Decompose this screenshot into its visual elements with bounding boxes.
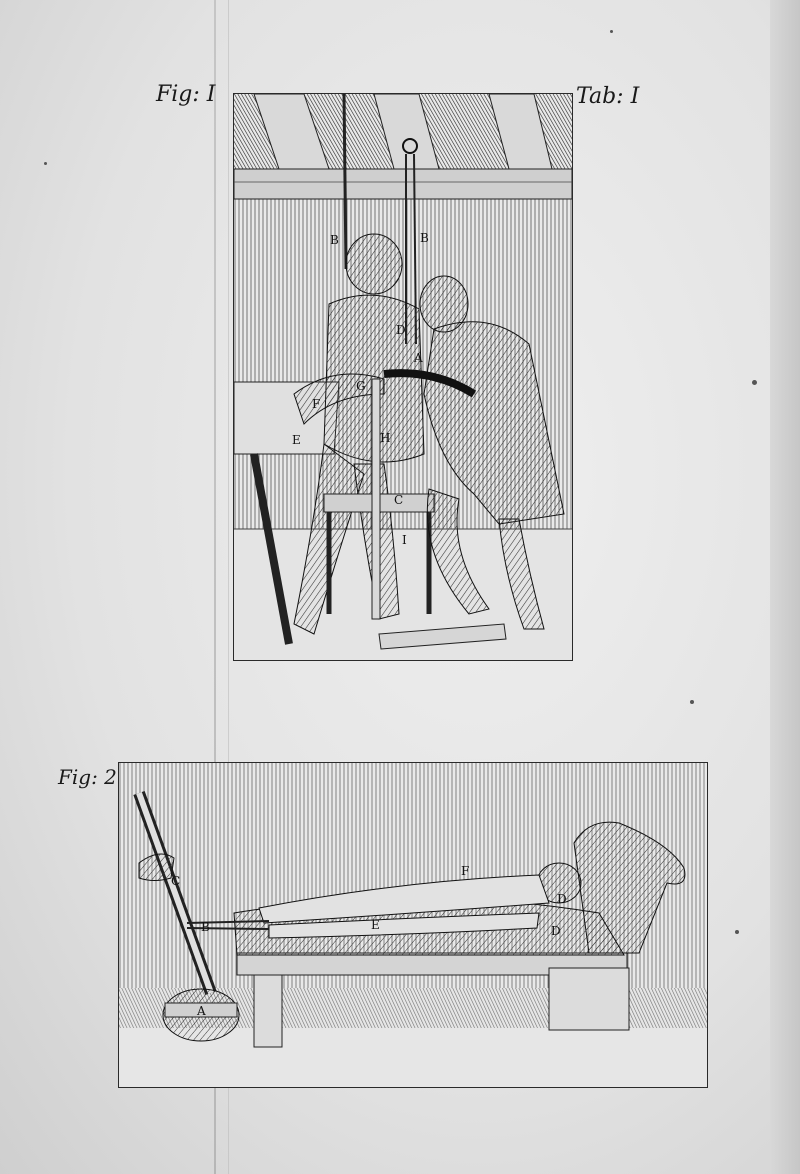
figure-2-illustration <box>119 763 707 1087</box>
foxing-spot <box>752 380 757 385</box>
figure-1-engraving <box>233 93 573 661</box>
figure-1-label-d: D <box>396 323 406 337</box>
foxing-spot <box>44 162 47 165</box>
figure-2-label-e: E <box>371 918 380 932</box>
figure-1-label-f: F <box>312 397 321 411</box>
figure-2-label-b: B <box>201 920 210 934</box>
figure-2-engraving <box>118 762 708 1088</box>
foxing-spot <box>690 700 694 704</box>
table-caption: Tab: I <box>576 84 640 109</box>
figure-1-label-g: G <box>356 379 366 393</box>
figure-2-label-a: A <box>197 1004 206 1018</box>
figure-1-label-c: C <box>394 493 404 507</box>
figure-1-label-i: I <box>402 533 407 547</box>
figure-1-illustration <box>234 94 572 660</box>
figure-2-caption: Fig: 2 <box>58 765 117 789</box>
figure-1-label-h: H <box>380 431 391 445</box>
figure-1-caption: Fig: I <box>156 82 216 107</box>
page-right-edge <box>770 0 800 1174</box>
figure-2-label-d-upper: D <box>557 892 567 906</box>
foxing-spot <box>735 930 739 934</box>
foxing-spot <box>610 30 613 33</box>
figure-1-label-a: A <box>414 351 423 365</box>
figure-2-label-d-lower: D <box>551 924 561 938</box>
figure-1-label-b-right: B <box>420 231 429 245</box>
figure-2-label-f: F <box>461 864 470 878</box>
figure-1-label-b-left: B <box>330 233 339 247</box>
figure-2-label-c: C <box>171 874 181 888</box>
figure-1-label-e: E <box>292 433 301 447</box>
